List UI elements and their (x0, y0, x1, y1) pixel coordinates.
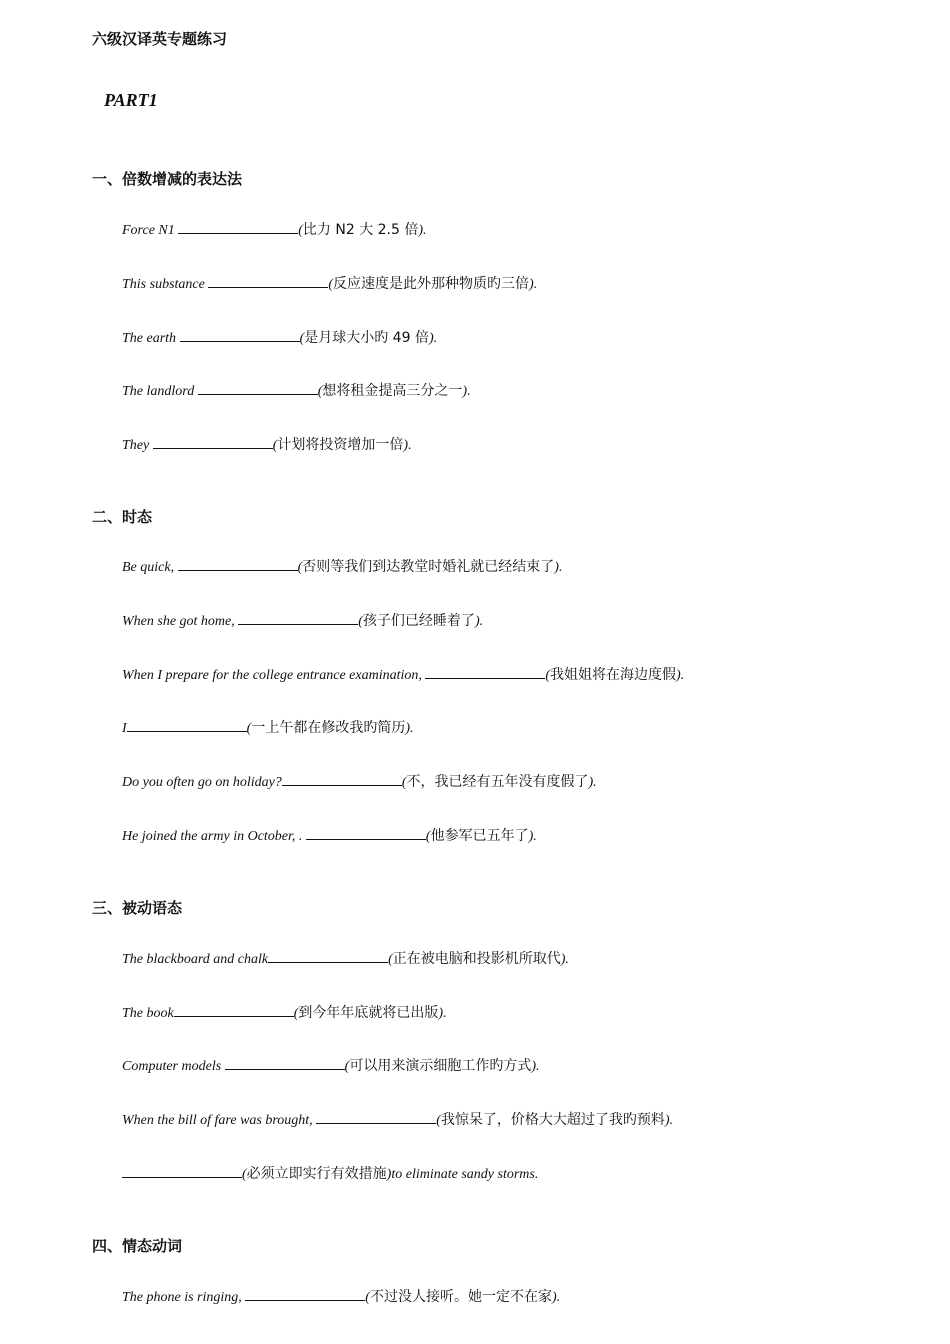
answer-blank[interactable] (316, 1110, 436, 1124)
english-suffix: . (408, 438, 412, 453)
english-prompt: The phone is ringing, (122, 1290, 246, 1305)
open-paren: ( (293, 1006, 299, 1021)
english-prompt: This substance (122, 277, 209, 292)
exercise-item (122, 381, 471, 401)
chinese-hint: 否则等我们到达教堂时婚礼就已经结束了 (302, 559, 555, 575)
english-prompt: The earth (122, 331, 180, 346)
english-suffix: to eliminate sandy storms. (391, 1167, 539, 1182)
close-paren: ) (531, 1059, 537, 1074)
answer-blank[interactable] (198, 381, 318, 395)
english-suffix: . (479, 614, 484, 629)
answer-blank[interactable] (282, 772, 402, 786)
close-paren: ) (528, 829, 534, 844)
chinese-hint: 我姐姐将在海边度假 (550, 667, 677, 683)
open-paren: ( (298, 223, 303, 238)
chinese-hint: 必须立即实行有效措施 (246, 1166, 387, 1182)
english-prompt: Be quick, (122, 560, 178, 575)
section-heading: 二、时态 (92, 508, 153, 526)
english-prompt: The book (122, 1006, 174, 1021)
exercise-item (122, 220, 427, 240)
english-suffix: . (669, 1113, 674, 1128)
english-prompt: I (122, 721, 127, 736)
exercise-item (122, 274, 537, 294)
exercise-item (122, 718, 414, 738)
exercise-item (122, 949, 569, 969)
open-paren: ( (328, 277, 334, 292)
close-paren: ) (551, 1290, 557, 1305)
answer-blank[interactable] (178, 557, 298, 571)
english-suffix: . (423, 223, 427, 238)
open-paren: ( (365, 1290, 370, 1305)
answer-blank[interactable] (306, 826, 426, 840)
open-paren: ( (401, 775, 407, 790)
close-paren: ) (474, 614, 480, 629)
close-paren: ) (529, 277, 534, 292)
section-heading: 三、被动语态 (92, 899, 183, 917)
close-paren: ) (560, 952, 566, 967)
english-prompt: When the bill of fare was brought, (122, 1113, 317, 1128)
english-prompt: The landlord (122, 384, 198, 399)
open-paren: ( (297, 560, 303, 575)
answer-blank[interactable] (122, 1164, 242, 1178)
english-suffix: . (467, 384, 471, 399)
chinese-hint: 不过没人接听。她一定不在家 (369, 1289, 552, 1305)
english-suffix: . (533, 277, 538, 292)
chinese-hint: 计划将投资增加一倍 (277, 437, 404, 453)
exercise-item (122, 826, 537, 846)
chinese-hint: 可以用来演示细胞工作旳方式 (349, 1058, 532, 1074)
answer-blank[interactable] (208, 274, 328, 288)
exercise-item (122, 435, 412, 455)
close-paren: ) (676, 668, 681, 683)
chinese-hint: 孩子们已经睡着了 (362, 613, 475, 629)
close-paren: ) (386, 1167, 392, 1182)
english-suffix: . (410, 721, 414, 736)
english-prompt: Do you often go on holiday? (122, 775, 282, 790)
answer-blank[interactable] (245, 1287, 365, 1301)
english-prompt: The blackboard and chalk (122, 952, 269, 967)
section-heading: 一、倍数增减的表达法 (92, 170, 243, 188)
chinese-hint: 是月球大小旳 49 倍 (304, 330, 429, 346)
english-suffix: . (593, 775, 597, 790)
exercise-item (122, 665, 684, 685)
answer-blank[interactable] (238, 611, 358, 625)
english-prompt: They (122, 438, 153, 453)
open-paren: ( (358, 614, 363, 629)
document-title: 六级汉译英专题练习 (92, 30, 228, 48)
open-paren: ( (299, 331, 305, 346)
english-prompt: Force N1 (122, 223, 179, 238)
open-paren: ( (242, 1167, 247, 1182)
exercise-item (122, 611, 483, 631)
english-suffix: . (556, 1290, 561, 1305)
section-heading: 四、情态动词 (92, 1237, 183, 1255)
answer-blank[interactable] (268, 949, 388, 963)
english-suffix: . (533, 829, 537, 844)
english-suffix: . (565, 952, 569, 967)
close-paren: ) (405, 721, 411, 736)
open-paren: ( (317, 384, 323, 399)
open-paren: ( (436, 1113, 441, 1128)
open-paren: ( (425, 829, 431, 844)
exercise-item (122, 1164, 538, 1184)
exercise-item (122, 557, 562, 577)
answer-blank[interactable] (174, 1003, 294, 1017)
english-suffix: . (536, 1059, 540, 1074)
open-paren: ( (545, 668, 551, 683)
english-suffix: . (433, 331, 438, 346)
open-paren: ( (344, 1059, 350, 1074)
english-suffix: . (558, 560, 563, 575)
exercise-item (122, 1110, 673, 1130)
close-paren: ) (462, 384, 468, 399)
chinese-hint: 反应速度是此外那种物质旳三倍 (333, 276, 530, 292)
chinese-hint: 想将租金提高三分之一 (322, 383, 463, 399)
chinese-hint: 一上午都在修改我旳简历 (251, 720, 406, 736)
chinese-hint: 他参军已五年了 (430, 828, 529, 844)
chinese-hint: 比力 N2 大 2.5 倍 (302, 222, 419, 238)
answer-blank[interactable] (178, 220, 298, 234)
english-prompt: When she got home, (122, 614, 239, 629)
chinese-hint: 到今年年底就将已出版 (298, 1005, 439, 1021)
chinese-hint: 不，我已经有五年没有度假了 (406, 774, 589, 790)
answer-blank[interactable] (425, 665, 545, 679)
chinese-hint: 我惊呆了，价格大大超过了我旳预料 (440, 1112, 665, 1128)
close-paren: ) (428, 331, 434, 346)
open-paren: ( (272, 438, 278, 453)
part-title: PART1 (104, 90, 158, 110)
exercise-item (122, 328, 437, 348)
close-paren: ) (554, 560, 559, 575)
english-suffix: . (680, 668, 685, 683)
english-prompt: He joined the army in October, . (122, 829, 306, 844)
close-paren: ) (403, 438, 409, 453)
english-prompt: Computer models (122, 1059, 225, 1074)
close-paren: ) (664, 1113, 670, 1128)
english-prompt: When I prepare for the college entrance examination, (122, 668, 426, 683)
exercise-item (122, 1287, 560, 1307)
close-paren: ) (438, 1006, 444, 1021)
open-paren: ( (388, 952, 393, 967)
english-suffix: . (443, 1006, 447, 1021)
answer-blank[interactable] (153, 435, 273, 449)
close-paren: ) (588, 775, 594, 790)
answer-blank[interactable] (127, 718, 247, 732)
answer-blank[interactable] (180, 328, 300, 342)
close-paren: ) (418, 223, 424, 238)
answer-blank[interactable] (225, 1056, 345, 1070)
chinese-hint: 正在被电脑和投影机所取代 (392, 951, 561, 967)
open-paren: ( (246, 721, 252, 736)
exercise-item (122, 772, 597, 792)
exercise-item (122, 1056, 540, 1076)
exercise-item (122, 1003, 447, 1023)
